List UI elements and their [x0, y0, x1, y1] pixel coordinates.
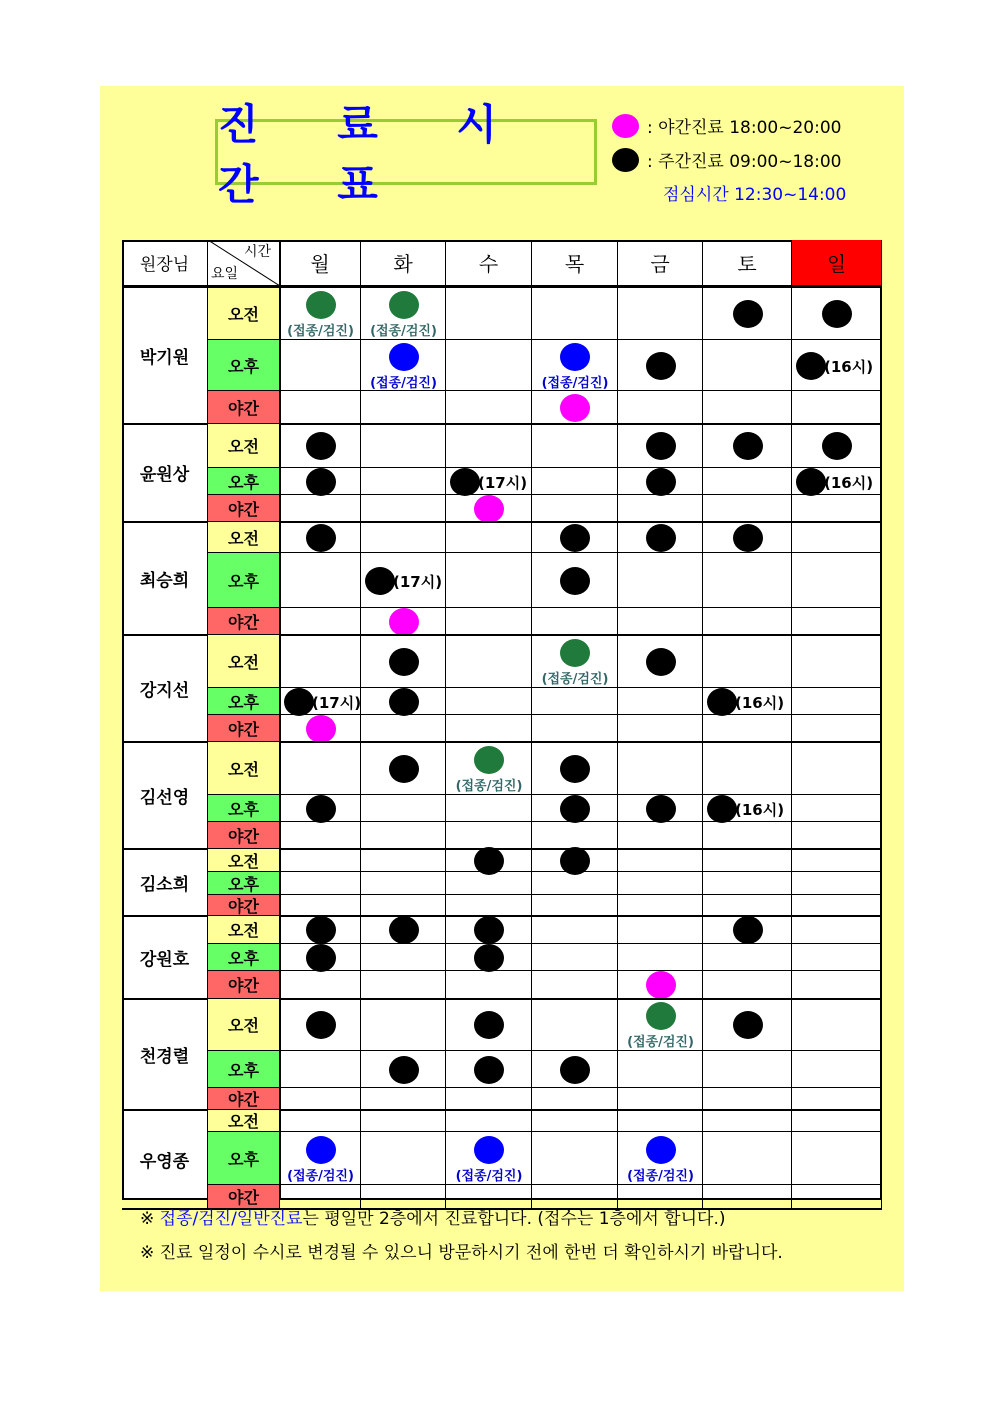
- black-dot-icon: [306, 432, 336, 460]
- schedule-cell: [280, 1088, 361, 1110]
- schedule-cell: [618, 553, 703, 608]
- schedule-cell: [532, 715, 618, 742]
- schedule-table: [122, 240, 882, 1207]
- period-pm: 오후: [208, 872, 280, 895]
- period-night: 야간: [208, 715, 280, 742]
- schedule-cell: [446, 971, 532, 999]
- doctor-name: 김소희: [122, 849, 208, 916]
- doctor-name: 천경렬: [122, 999, 208, 1110]
- schedule-cell: [532, 916, 618, 944]
- schedule-cell: [446, 795, 532, 822]
- header-day: 수: [446, 240, 532, 286]
- schedule-cell: [703, 742, 792, 795]
- black-dot-icon: [733, 524, 763, 552]
- schedule-cell: [280, 849, 361, 872]
- schedule-cell: [618, 916, 703, 944]
- period-am: 오전: [208, 849, 280, 872]
- header-day: 목: [532, 240, 618, 286]
- service-note: (접종/검진): [541, 375, 609, 391]
- schedule-cell: [792, 742, 882, 795]
- service-note: (접종/검진): [455, 1168, 523, 1184]
- service-note: (접종/검진): [370, 324, 437, 339]
- black-dot-icon: [474, 916, 504, 944]
- black-dot-icon: [646, 524, 676, 552]
- schedule-cell: [792, 495, 882, 522]
- doctor-name: 강지선: [122, 635, 208, 742]
- schedule-cell: [703, 971, 792, 999]
- green-dot-icon: [474, 746, 504, 774]
- schedule-cell: [618, 608, 703, 635]
- schedule-cell: [280, 553, 361, 608]
- blue-dot-icon: [389, 343, 419, 371]
- schedule-cell: [361, 895, 446, 916]
- schedule-cell: [618, 1088, 703, 1110]
- black-dot-icon: [733, 916, 763, 944]
- schedule-cell: [446, 553, 532, 608]
- schedule-cell: [361, 495, 446, 522]
- service-note: (접종/검진): [287, 1168, 354, 1184]
- schedule-cell: [792, 635, 882, 688]
- period-night: 야간: [208, 391, 280, 424]
- schedule-cell: [618, 849, 703, 872]
- black-dot-icon: [365, 567, 395, 595]
- black-dot-icon: [306, 524, 336, 552]
- black-dot-icon: [560, 755, 590, 783]
- period-am: 오전: [208, 742, 280, 795]
- schedule-cell: [361, 1132, 446, 1185]
- schedule-cell: [618, 1110, 703, 1132]
- legend-night-label: : 야간진료 18:00~20:00: [647, 118, 842, 138]
- end-hour-label: (16시): [824, 473, 874, 492]
- black-dot-icon: [284, 688, 314, 716]
- schedule-cell: [532, 1132, 618, 1185]
- blue-dot-icon: [560, 343, 590, 371]
- schedule-cell: [446, 391, 532, 424]
- schedule-cell: [618, 688, 703, 715]
- black-dot-icon: [474, 944, 504, 972]
- schedule-cell: [446, 715, 532, 742]
- header-day: 토: [703, 240, 792, 286]
- doctor-name: 윤원상: [122, 424, 208, 522]
- black-dot-icon: [796, 468, 826, 496]
- blue-dot-icon: [306, 1136, 336, 1164]
- black-dot-icon: [733, 432, 763, 460]
- schedule-cell: [280, 391, 361, 424]
- black-dot-icon: [306, 916, 336, 944]
- doctor-name: 최승희: [122, 522, 208, 635]
- schedule-cell: [618, 288, 703, 340]
- pink-dot-icon: [646, 971, 676, 999]
- black-dot-icon: [733, 300, 763, 328]
- schedule-cell: [792, 872, 882, 895]
- black-dot-icon: [822, 432, 852, 460]
- period-pm: 오후: [208, 1132, 280, 1185]
- doctor-name: 강원호: [122, 916, 208, 999]
- schedule-cell: [532, 944, 618, 971]
- service-note: (접종/검진): [370, 375, 437, 391]
- schedule-cell: [703, 495, 792, 522]
- period-pm: 오후: [208, 553, 280, 608]
- black-dot-icon: [733, 1011, 763, 1039]
- period-night: 야간: [208, 495, 280, 522]
- green-dot-icon: [560, 639, 590, 667]
- end-hour-label: (17시): [312, 693, 362, 712]
- schedule-cell: [361, 971, 446, 999]
- schedule-cell: [280, 1051, 361, 1088]
- schedule-cell: [618, 391, 703, 424]
- period-am: 오전: [208, 424, 280, 468]
- black-dot-icon: [474, 1011, 504, 1039]
- header-time-day: [208, 240, 280, 286]
- schedule-cell: [446, 688, 532, 715]
- black-dot-icon: [822, 300, 852, 328]
- schedule-cell: [792, 391, 882, 424]
- schedule-cell: [703, 895, 792, 916]
- legend-day: [612, 147, 841, 172]
- schedule-cell: [792, 1051, 882, 1088]
- header-day: 일: [792, 240, 882, 286]
- black-dot-icon: [560, 1056, 590, 1084]
- period-night: 야간: [208, 1088, 280, 1110]
- schedule-cell: [361, 795, 446, 822]
- schedule-cell: [532, 999, 618, 1051]
- schedule-cell: [703, 1051, 792, 1088]
- schedule-cell: [532, 608, 618, 635]
- doctor-name: 김선영: [122, 742, 208, 849]
- period-night: 야간: [208, 822, 280, 849]
- schedule-cell: [703, 340, 792, 391]
- schedule-cell: [361, 468, 446, 495]
- black-dot-icon: [474, 1056, 504, 1084]
- period-pm: 오후: [208, 340, 280, 391]
- schedule-cell: [532, 424, 618, 468]
- period-pm: 오후: [208, 688, 280, 715]
- black-dot-icon: [646, 468, 676, 496]
- end-hour-label: (16시): [735, 800, 785, 819]
- blue-dot-icon: [474, 1136, 504, 1164]
- schedule-cell: [361, 391, 446, 424]
- schedule-cell: [361, 822, 446, 849]
- schedule-cell: [280, 1110, 361, 1132]
- schedule-cell: [703, 608, 792, 635]
- header-time-label: 시간: [243, 244, 271, 260]
- schedule-cell: [792, 688, 882, 715]
- period-am: 오전: [208, 999, 280, 1051]
- schedule-cell: [280, 742, 361, 795]
- schedule-cell: [532, 971, 618, 999]
- service-note: (접종/검진): [455, 778, 523, 794]
- period-night: 야간: [208, 895, 280, 916]
- period-pm: 오후: [208, 468, 280, 495]
- black-dot-icon: [560, 524, 590, 552]
- schedule-cell: [792, 522, 882, 553]
- schedule-cell: [361, 715, 446, 742]
- schedule-cell: [361, 522, 446, 553]
- header-day: 월: [280, 240, 361, 286]
- black-dot-icon: [560, 795, 590, 823]
- pink-dot-icon: [389, 608, 419, 636]
- schedule-cell: [703, 468, 792, 495]
- black-dot-icon: [389, 916, 419, 944]
- schedule-cell: [703, 1132, 792, 1185]
- header-doctor: 원장님: [122, 240, 208, 286]
- schedule-cell: [280, 495, 361, 522]
- black-dot-icon: [306, 468, 336, 496]
- black-dot-icon: [612, 148, 639, 172]
- black-dot-icon: [796, 352, 826, 380]
- schedule-cell: [446, 522, 532, 553]
- lunch-time: 점심시간 12:30~14:00: [663, 185, 847, 205]
- service-note: (접종/검진): [287, 324, 354, 339]
- schedule-cell: [703, 849, 792, 872]
- legend-day-label: : 주간진료 09:00~18:00: [647, 152, 842, 172]
- schedule-cell: [532, 1088, 618, 1110]
- schedule-cell: [703, 872, 792, 895]
- schedule-cell: [792, 715, 882, 742]
- end-hour-label: (16시): [735, 693, 785, 712]
- footnote-highlight: 접종/검진/일반진료: [159, 1209, 303, 1229]
- title-box: [215, 100, 597, 209]
- schedule-cell: [618, 895, 703, 916]
- period-am: 오전: [208, 635, 280, 688]
- schedule-cell: [361, 944, 446, 971]
- period-night: 야간: [208, 1185, 280, 1209]
- black-dot-icon: [707, 795, 737, 823]
- pink-dot-icon: [474, 495, 504, 523]
- schedule-cell: [703, 553, 792, 608]
- schedule-cell: [618, 872, 703, 895]
- schedule-cell: [361, 1088, 446, 1110]
- black-dot-icon: [560, 567, 590, 595]
- schedule-cell: [361, 849, 446, 872]
- period-am: 오전: [208, 1110, 280, 1132]
- period-am: 오전: [208, 288, 280, 340]
- schedule-cell: [618, 944, 703, 971]
- schedule-cell: [792, 999, 882, 1051]
- black-dot-icon: [646, 432, 676, 460]
- schedule-cell: [361, 1110, 446, 1132]
- schedule-cell: [446, 635, 532, 688]
- schedule-cell: [792, 1088, 882, 1110]
- black-dot-icon: [306, 944, 336, 972]
- legend-night: [612, 113, 841, 138]
- period-am: 오전: [208, 916, 280, 944]
- schedule-cell: [792, 916, 882, 944]
- black-dot-icon: [306, 1011, 336, 1039]
- schedule-cell: [532, 688, 618, 715]
- schedule-cell: [618, 495, 703, 522]
- footnote-mark: ※: [140, 1209, 155, 1229]
- service-note: (접종/검진): [627, 1168, 694, 1184]
- schedule-cell: [618, 742, 703, 795]
- schedule-cell: [703, 635, 792, 688]
- black-dot-icon: [389, 755, 419, 783]
- schedule-cell: [792, 553, 882, 608]
- schedule-cell: [446, 1110, 532, 1132]
- black-dot-icon: [306, 795, 336, 823]
- schedule-cell: [446, 288, 532, 340]
- schedule-cell: [792, 1185, 882, 1209]
- footnote-1: [140, 1204, 726, 1229]
- black-dot-icon: [646, 795, 676, 823]
- schedule-cell: [792, 944, 882, 971]
- black-dot-icon: [560, 847, 590, 875]
- schedule-cell: [703, 715, 792, 742]
- schedule-cell: [280, 971, 361, 999]
- schedule-cell: [446, 872, 532, 895]
- black-dot-icon: [474, 847, 504, 875]
- schedule-cell: [532, 495, 618, 522]
- blue-dot-icon: [646, 1136, 676, 1164]
- black-dot-icon: [450, 468, 480, 496]
- schedule-cell: [446, 822, 532, 849]
- schedule-cell: [792, 1132, 882, 1185]
- schedule-cell: [703, 944, 792, 971]
- schedule-cell: [532, 1110, 618, 1132]
- header-day-label: 요일: [211, 266, 239, 282]
- schedule-cell: [280, 872, 361, 895]
- period-pm: 오후: [208, 944, 280, 971]
- schedule-cell: [792, 1110, 882, 1132]
- schedule-cell: [280, 895, 361, 916]
- service-note: (접종/검진): [627, 1035, 694, 1050]
- schedule-cell: [703, 1088, 792, 1110]
- schedule-cell: [792, 849, 882, 872]
- black-dot-icon: [389, 688, 419, 716]
- pink-dot-icon: [612, 114, 639, 138]
- black-dot-icon: [389, 648, 419, 676]
- green-dot-icon: [646, 1002, 676, 1030]
- schedule-cell: [280, 822, 361, 849]
- black-dot-icon: [707, 688, 737, 716]
- schedule-cell: [361, 424, 446, 468]
- schedule-cell: [703, 391, 792, 424]
- schedule-cell: [618, 715, 703, 742]
- schedule-cell: [280, 608, 361, 635]
- pink-dot-icon: [560, 394, 590, 422]
- page-title: 진 료 시 간 표: [218, 100, 529, 209]
- schedule-cell: [446, 895, 532, 916]
- schedule-cell: [792, 795, 882, 822]
- schedule-cell: [280, 635, 361, 688]
- black-dot-icon: [646, 648, 676, 676]
- end-hour-label: (16시): [824, 357, 874, 376]
- schedule-cell: [446, 340, 532, 391]
- schedule-cell: [703, 1110, 792, 1132]
- period-column-line: [279, 240, 281, 1200]
- black-dot-icon: [389, 1056, 419, 1084]
- period-am: 오전: [208, 522, 280, 553]
- end-hour-label: (17시): [478, 473, 528, 492]
- header-day: 금: [618, 240, 703, 286]
- doctor-name: 우영종: [122, 1110, 208, 1209]
- end-hour-label: (17시): [393, 572, 443, 591]
- schedule-cell: [792, 608, 882, 635]
- schedule-cell: [532, 895, 618, 916]
- schedule-cell: [703, 822, 792, 849]
- schedule-cell: [446, 424, 532, 468]
- period-night: 야간: [208, 971, 280, 999]
- schedule-cell: [532, 822, 618, 849]
- header-day: 화: [361, 240, 446, 286]
- green-dot-icon: [306, 291, 336, 319]
- schedule-cell: [792, 971, 882, 999]
- period-pm: 오후: [208, 1051, 280, 1088]
- schedule-cell: [532, 468, 618, 495]
- schedule-cell: [446, 1088, 532, 1110]
- footnote-2: ※ 진료 일정이 수시로 변경될 수 있으니 방문하시기 전에 한번 더 확인하시기 바랍니다.: [140, 1243, 783, 1263]
- schedule-cell: [446, 608, 532, 635]
- schedule-cell: [792, 822, 882, 849]
- schedule-cell: [792, 895, 882, 916]
- service-note: (접종/검진): [541, 671, 609, 687]
- schedule-cell: [618, 1051, 703, 1088]
- period-pm: 오후: [208, 795, 280, 822]
- schedule-cell: [280, 340, 361, 391]
- schedule-cell: [361, 872, 446, 895]
- period-night: 야간: [208, 608, 280, 635]
- schedule-cell: [618, 822, 703, 849]
- pink-dot-icon: [306, 715, 336, 743]
- schedule-cell: [361, 999, 446, 1051]
- black-dot-icon: [646, 352, 676, 380]
- footnote-text: 는 평일만 2층에서 진료합니다. (접수는 1층에서 합니다.): [302, 1209, 726, 1229]
- doctor-name: 박기원: [122, 288, 208, 424]
- schedule-cell: [532, 288, 618, 340]
- green-dot-icon: [389, 291, 419, 319]
- schedule-cell: [532, 872, 618, 895]
